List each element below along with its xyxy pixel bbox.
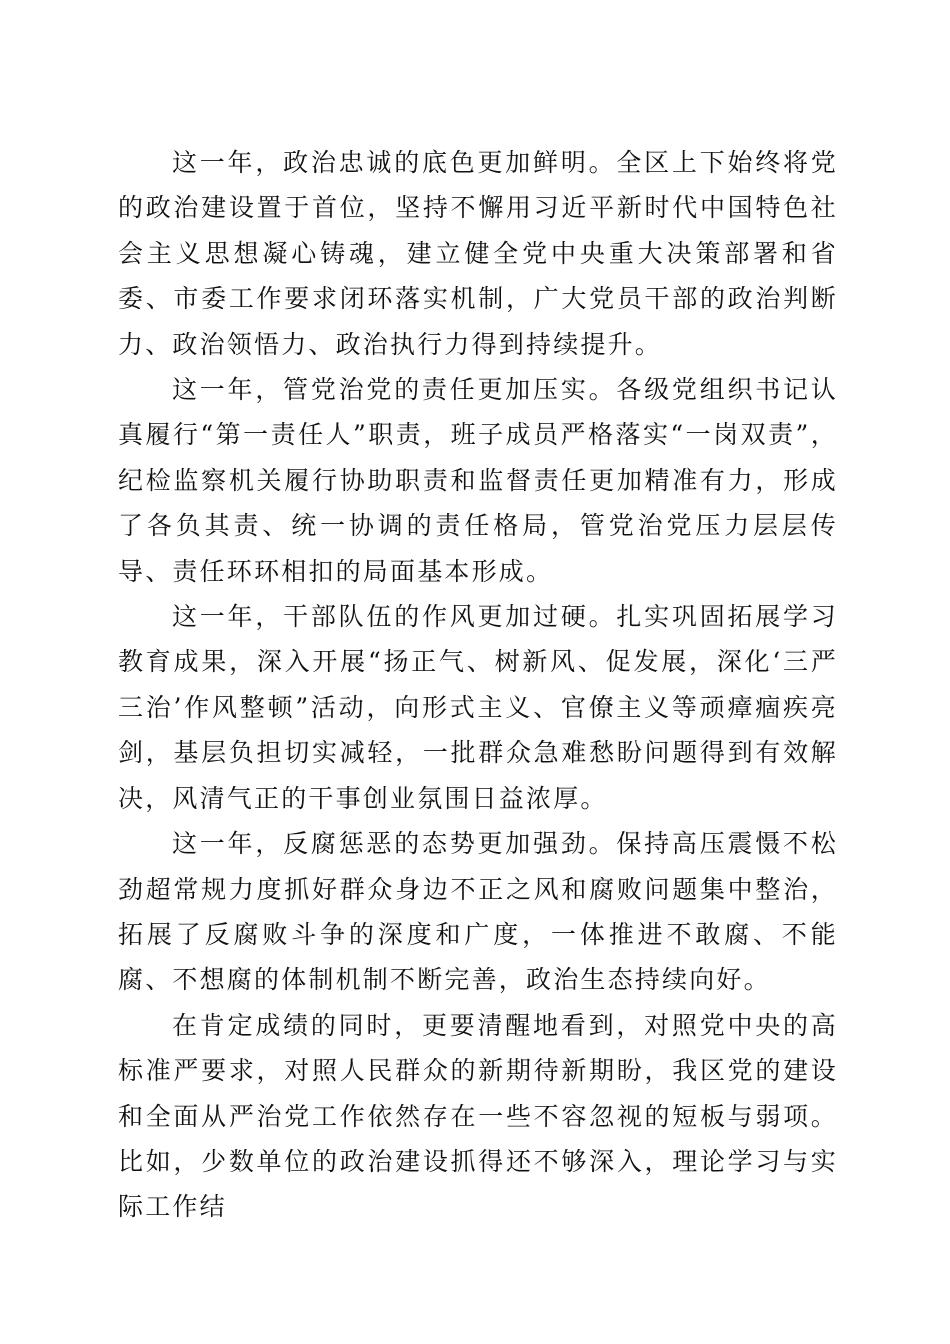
paragraph-political-loyalty: 这一年，政治忠诚的底色更加鲜明。全区上下始终将党的政治建设置于首位，坚持不懈用习近平新时代中国特色社会主义思想凝心铸魂，建立健全党中央重大决策部署和省委、市委工作要求闭环落实机制，广大党员干部的政治判断力、政治领悟力、政治执行力得到持续提升。 bbox=[118, 148, 838, 359]
paragraph-party-responsibility: 这一年，管党治党的责任更加压实。各级党组织书记认真履行“第一责任人”职责，班子成员严格落实“一岗双责”，纪检监察机关履行协助职责和监督责任更加精准有力，形成了各负其责、统一协调的责任格局，管党治党压力层层传导、责任环环相扣的局面基本形成。 bbox=[118, 375, 838, 586]
document-body bbox=[118, 140, 838, 1230]
paragraph-anti-corruption: 这一年，反腐惩恶的态势更加强劲。保持高压震慑不松劲超常规力度抓好群众身边不正之风和腐败问题集中整治，拓展了反腐败斗争的深度和广度，一体推进不敢腐、不能腐、不想腐的体制机制不断完善，政治生态持续向好。 bbox=[118, 829, 838, 995]
paragraph-cadre-conduct: 这一年，干部队伍的作风更加过硬。扎实巩固拓展学习教育成果，深入开展“扬正气、树新风、促发展，深化‘三严三治’作风整顿”活动，向形式主义、官僚主义等顽瘴痼疾亮剑，基层负担切实减轻，一批群众急难愁盼问题得到有效解决，风清气正的干事创业氛围日益浓厚。 bbox=[118, 602, 838, 813]
paragraph-shortcomings: 在肯定成绩的同时，更要清醒地看到，对照党中央的高标准严要求，对照人民群众的新期待新期盼，我区党的建设和全面从严治党工作依然存在一些不容忽视的短板与弱项。比如，少数单位的政治建设抓得还不够深入，理论学习与实际工作结 bbox=[118, 1010, 838, 1222]
